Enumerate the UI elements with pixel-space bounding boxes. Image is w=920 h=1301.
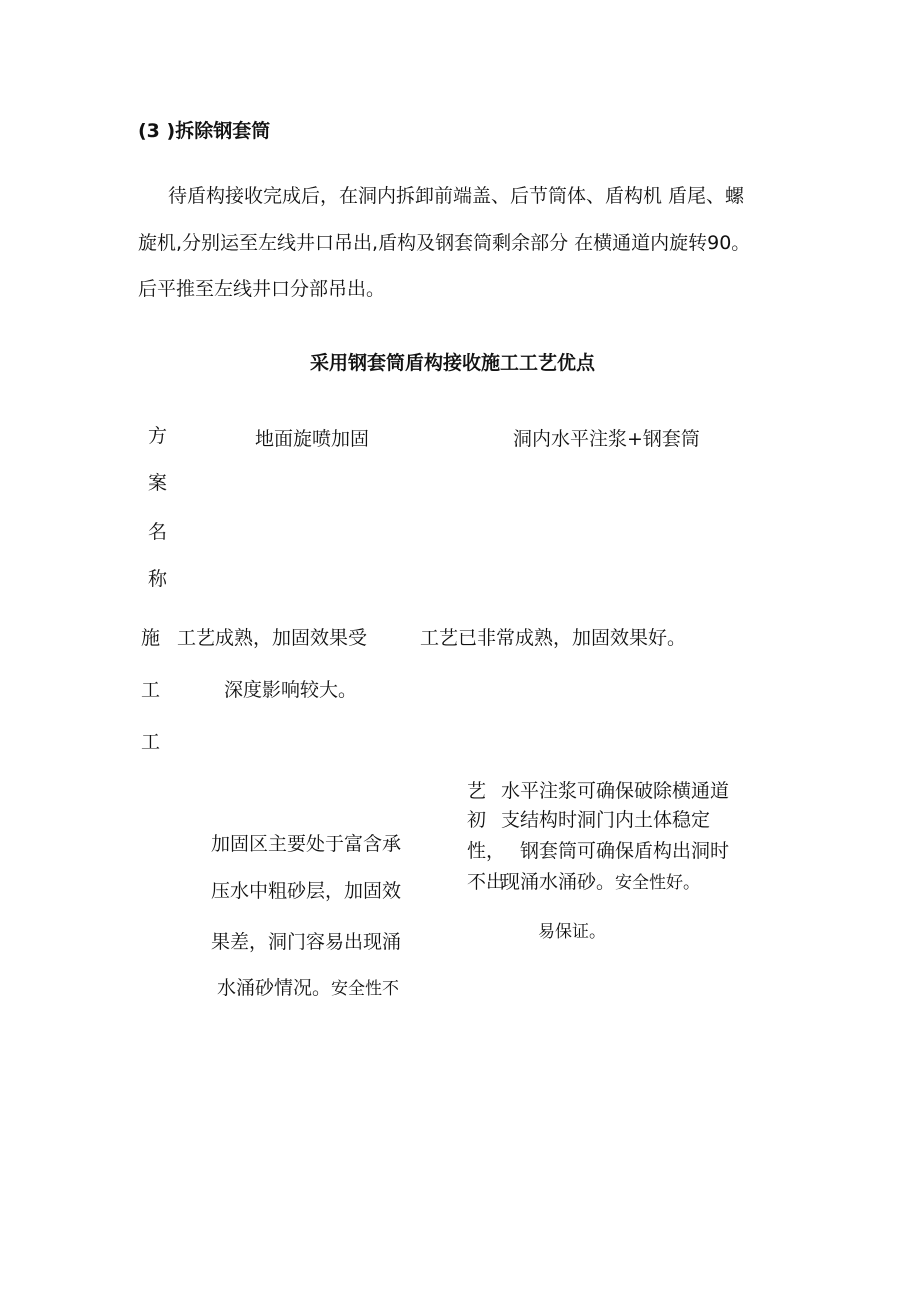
row2-col2-line: 水平注浆可确保破除横通道 bbox=[501, 780, 730, 802]
paragraph-line-1: 待盾构接收完成后，在洞内拆卸前端盖、后节筒体、盾构机 盾尾、螺 bbox=[168, 185, 745, 207]
row-header-2-char: 施 bbox=[141, 627, 161, 649]
row2-col2-last-text: 现涌水涌砂。 bbox=[501, 871, 616, 893]
row2-col1-line: 果差，洞门容易出现涌 bbox=[211, 931, 402, 953]
row2-side-char: 初 bbox=[467, 809, 487, 831]
row-header-1-char: 称 bbox=[148, 568, 168, 590]
col2-header: 洞内水平注浆+钢套筒 bbox=[513, 428, 700, 450]
row2-col2-line: 支结构时洞门内土体稳定 bbox=[501, 809, 711, 831]
row-header-1-char: 方 bbox=[148, 425, 168, 447]
row1-col1-line: 工艺成熟，加固效果受 bbox=[177, 627, 368, 649]
row2-side-char: 不出 bbox=[467, 871, 506, 893]
row2-col2-last-small: 安全性好。 bbox=[615, 873, 701, 893]
col1-header: 地面旋喷加固 bbox=[255, 428, 370, 450]
row2-col1-last-small: 安全性不 bbox=[331, 979, 400, 999]
row2-col1-line: 压水中粗砂层，加固效 bbox=[211, 880, 402, 902]
table-title: 采用钢套筒盾构接收施工工艺优点 bbox=[310, 352, 596, 374]
row-header-1-char: 名 bbox=[148, 521, 168, 543]
row2-side-char: 艺 bbox=[467, 780, 487, 802]
row2-col2-line: 钢套筒可确保盾构出洞时 bbox=[520, 840, 730, 862]
row-header-1-char: 案 bbox=[148, 472, 168, 494]
row2-trailing: 易保证。 bbox=[538, 922, 606, 942]
row2-side-char: 性， bbox=[467, 840, 506, 862]
row2-col1-line: 加固区主要处于富含承 bbox=[211, 833, 402, 855]
paragraph-line-3: 后平推至左线井口分部吊出。 bbox=[138, 278, 386, 300]
row1-col1-line: 深度影响较大。 bbox=[224, 679, 358, 701]
row-header-2-char: 工 bbox=[141, 731, 161, 753]
section-heading: (3 )拆除钢套筒 bbox=[138, 120, 271, 142]
row2-col1-last-line bbox=[217, 973, 399, 1000]
paragraph-line-2: 旋机,分别运至左线井口吊出,盾构及钢套筒剩余部分 在横通道内旋转90。 bbox=[138, 232, 751, 254]
row-header-2-char: 工 bbox=[141, 679, 161, 701]
row2-col1-last-text: 水涌砂情况。 bbox=[217, 977, 332, 999]
row2-col2-last-line bbox=[501, 867, 700, 894]
row1-col2: 工艺已非常成熟，加固效果好。 bbox=[420, 627, 687, 649]
